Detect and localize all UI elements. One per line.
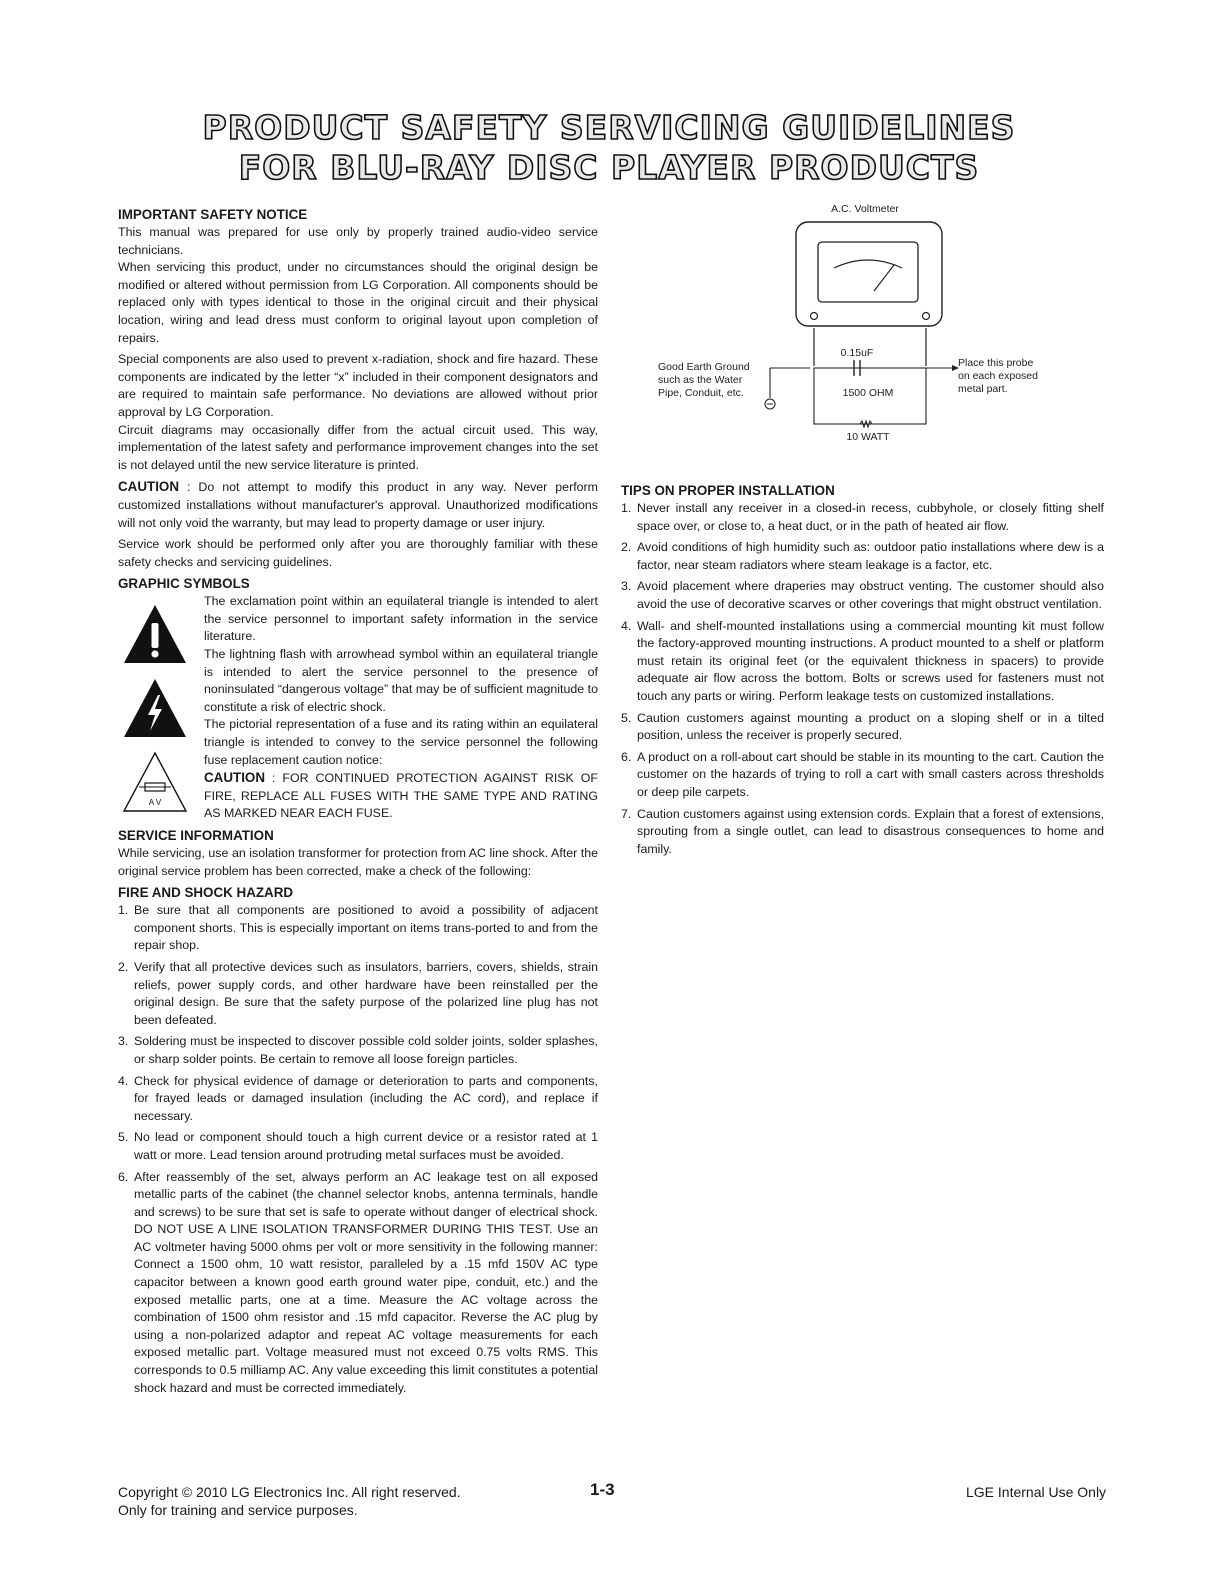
- fuse-caution-paragraph: [204, 769, 598, 823]
- list-item: 1. Be sure that all components are positioned to avoid a possibility of adjacent component shorts. This is especially important on items trans-ported to and from the repair shop.: [118, 903, 598, 953]
- voltmeter-dial: [818, 242, 918, 302]
- important-paragraph-5: Service work should be performed only after you are thoroughly familiar with these safety checks and servicing guidelines.: [118, 537, 598, 569]
- list-item: 3. Avoid placement where draperies may obstruct venting. The customer should also avoid the use of decorative scarves or other coverings that might obstruct ventilation.: [621, 579, 1104, 611]
- lightning-symbol-text: The lightning flash with arrowhead symbol within an equilateral triangle is intended to alert the service personnel to the presence of noninsulated “dangerous voltage” that may be of sufficient magnitude to constitute a risk of electric shock.: [204, 647, 598, 714]
- list-item: 2. Verify that all protective devices such as insulators, barriers, covers, shields, strain reliefs, power supply cords, and other hardware have been reinstalled per the original design. Be sure that the safety purpose of the polarized line plug has not been defeated.: [118, 959, 598, 1027]
- list-item: 5. No lead or component should touch a high current device or a resistor rated at 1 watt or more. Lead tension around protruding metal surfaces must be avoided.: [118, 1130, 598, 1162]
- footer-internal-use: LGE Internal Use Only: [966, 1484, 1107, 1500]
- lightning-triangle-icon: [122, 677, 188, 739]
- footer-copyright-line-2: Only for training and service purposes.: [118, 1502, 358, 1518]
- important-paragraph-4: Circuit diagrams may occasionally differ from the actual circuit used. This way, implementation of the latest safety and performance improvement changes into the set is not delayed until the new service literature is printed.: [118, 422, 598, 472]
- fire-shock-list: [118, 902, 598, 1397]
- terminal-right: [923, 313, 930, 320]
- page-title-line-1: PRODUCT SAFETY SERVICING GUIDELINES: [202, 108, 1016, 147]
- probe-label-line-2: on each exposed: [958, 370, 1038, 382]
- caution-label: CAUTION: [118, 479, 179, 495]
- probe-label-line-3: metal part.: [958, 383, 1008, 395]
- important-safety-heading: IMPORTANT SAFETY NOTICE: [118, 207, 308, 222]
- ground-label-line-3: Pipe, Conduit, etc.: [658, 387, 744, 399]
- important-paragraph-3: Special components are also used to prevent x-radiation, shock and fire hazard. These components are indicated by the letter “x” included in their component designators and are required to maintain safe performance. No deviations are allowed without prior approval by LG Corporation.: [118, 352, 598, 419]
- fire-shock-heading: FIRE AND SHOCK HAZARD: [118, 885, 294, 901]
- list-item: 4. Check for physical evidence of damage or deterioration to parts and components, for frayed leads or damaged insulation (including the AC cord), and replace if necessary.: [118, 1073, 598, 1123]
- voltmeter-label: A.C. Voltmeter: [831, 203, 899, 215]
- list-item: 5. Caution customers against mounting a product on a sloping shelf or in a tilted position, unless the receiver is properly secured.: [621, 710, 1104, 743]
- fuse-caution-label: CAUTION: [204, 770, 265, 786]
- left-column: [118, 206, 598, 1401]
- important-paragraph-1: This manual was prepared for use only by properly trained audio-video service technicians.: [118, 225, 598, 257]
- list-item: 1. Never install any receiver in a closed-in recess, cubbyhole, or closely fitting shelf space over, or close to, a heat duct, or in the path of heated air flow.: [621, 501, 1104, 533]
- page-number: 1-3: [590, 1480, 615, 1499]
- ground-label-line-2: such as the Water: [658, 374, 743, 386]
- caution-text: : Do not attempt to modify this product in any way. Never perform customized installations without manufacturer's approval. Unauthorized modifications will not only void the warranty, but may lead to property damage or user injury.: [118, 480, 598, 530]
- tips-heading: TIPS ON PROPER INSTALLATION: [621, 483, 835, 498]
- service-information-paragraph: While servicing, use an isolation transformer for protection from AC line shock. After the original service problem has been corrected, make a check of the following:: [118, 846, 598, 878]
- voltmeter-test-diagram: [640, 198, 1110, 448]
- right-column: [621, 482, 1104, 862]
- watt-label: 10 WATT: [846, 431, 890, 443]
- graphic-symbols-heading: GRAPHIC SYMBOLS: [118, 576, 250, 592]
- voltmeter-needle: [874, 265, 894, 291]
- tips-list: [621, 500, 1104, 858]
- list-item: 2. Avoid conditions of high humidity such as: outdoor patio installations where dew is a factor, near steam radiators where steam leakage is a factor, etc.: [621, 540, 1104, 572]
- caution-paragraph: [118, 478, 598, 532]
- fuse-rating-text: A V: [148, 798, 162, 808]
- capacitor-label: 0.15uF: [840, 347, 874, 359]
- fuse-symbol-text: The pictorial representation of a fuse and its rating within an equilateral triangle is intended to convey to the service personnel the following fuse replacement caution notice:: [204, 717, 598, 767]
- fuse-triangle-icon: [122, 751, 188, 813]
- ground-label-line-1: Good Earth Ground: [658, 361, 750, 373]
- list-item: 3. Soldering must be inspected to discover possible cold solder joints, solder splashes, or sharp solder points. Be certain to remove all loose foreign particles.: [118, 1034, 598, 1066]
- list-item: 6. A product on a roll-about cart should be stable in its mounting to the cart. Caution the customer on the hazards of trying to roll a cart with small casters across thresholds or deep pile carpets.: [621, 749, 1104, 799]
- exclamation-symbol-text: The exclamation point within an equilateral triangle is intended to alert the service personnel to important safety information in the service literature.: [204, 594, 598, 644]
- probe-label-line-1: Place this probe: [958, 357, 1034, 369]
- service-information-heading: SERVICE INFORMATION: [118, 828, 274, 843]
- graphic-symbols-block: [118, 593, 598, 823]
- important-paragraph-2: When servicing this product, under no circumstances should the original design be modified or altered without permission from LG Corporation. All components should be replaced only with types identical to those in the original circuit and their physical location, wiring and lead dress must conform to original layout upon completion of repairs.: [118, 260, 598, 345]
- fuse-caution-text: : FOR CONTINUED PROTECTION AGAINST RISK OF FIRE, REPLACE ALL FUSES WITH THE SAME TYPE AND RATING AS MARKED NEAR EACH FUSE.: [204, 771, 598, 821]
- list-item: 6. After reassembly of the set, always perform an AC leakage test on all exposed metallic parts of the cabinet (the channel selector knobs, antenna terminals, handle and screws) to be sure that set is safe to operate without danger of electrical shock. DO NOT USE A LINE ISOLATION TRANSFORMER DURING THIS TEST. Use an AC voltmeter having 5000 ohms per volt or more sensitivity in the following manner: Connect a 1500 ohm, 10 watt resistor, paralleled by a .15 mfd 150V AC type capacitor between a known good earth ground water pipe, conduit, etc.) and the exposed metallic parts, one at a time. Measure the AC voltage across the combination of 1500 ohm resistor and .15 mfd capacitor. Reverse the AC plug by using a non-polarized adaptor and repeat AC voltage measurements for each exposed metallic part. Voltage measured must not exceed 0.75 volts RMS. This corresponds to 0.5 milliamp AC. Any value exceeding this limit constitutes a potential shock hazard and must be corrected immediately.: [118, 1169, 598, 1395]
- footer-copyright: [118, 1483, 461, 1519]
- exclamation-triangle-icon: [122, 603, 188, 665]
- terminal-left: [811, 313, 818, 320]
- list-item: 4. Wall- and shelf-mounted installations using a commercial mounting kit must follow the factory-approved mounting instructions. A product mounted to a shelf or platform must retain its original feet (or the equivalent thickness in spacers) to provide adequate air flow across the bottom. Bolts or screws used for fasteners must not touch any parts or wiring. Perform leakage tests on customized installations.: [621, 618, 1104, 703]
- list-item: 7. Caution customers against using extension cords. Explain that a forest of extensions, sprouting from a single outlet, can lead to disastrous consequences to home and family.: [621, 806, 1104, 856]
- footer-copyright-line-1: Copyright © 2010 LG Electronics Inc. All right reserved.: [118, 1484, 461, 1500]
- resistor-label: 1500 OHM: [842, 387, 894, 399]
- page-title-line-2: FOR BLU-RAY DISC PLAYER PRODUCTS: [238, 148, 980, 187]
